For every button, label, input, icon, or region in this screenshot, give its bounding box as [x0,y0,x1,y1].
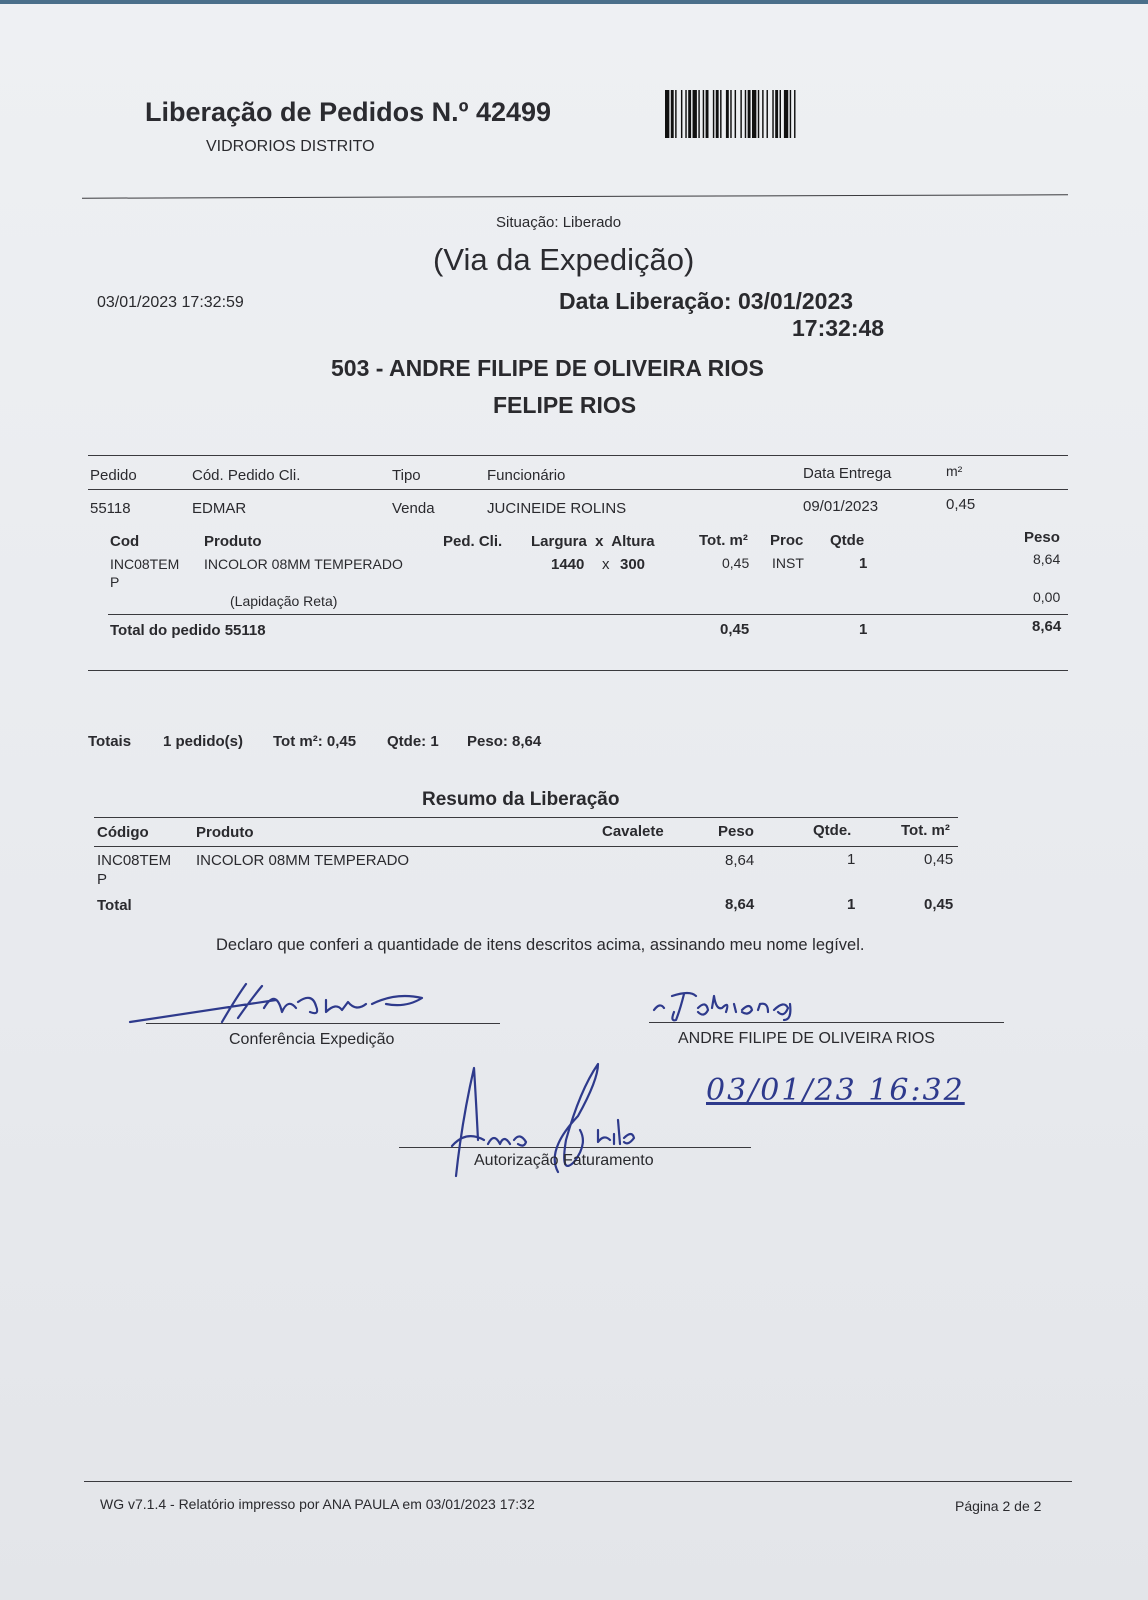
item-col-ped-cli: Ped. Cli. [443,533,503,550]
summary-total-qtde: 1 [847,896,856,913]
summary-col-produto: Produto [196,824,254,841]
item-proc: INST [772,555,804,571]
order-header-line [88,489,1068,490]
summary-tot-m2: 0,45 [924,851,954,868]
item-extra-desc: (Lapidação Reta) [230,593,338,609]
barcode-bar [726,90,729,138]
cliente-signature [650,988,830,1024]
barcode-bar [767,90,768,138]
order-top-line [88,455,1068,456]
item-col-largura-altura: Largura x Altura [531,533,655,550]
item-col-proc: Proc [770,532,804,549]
summary-header-line [94,846,958,847]
summary-peso: 8,64 [725,852,755,869]
item-tot-m2: 0,45 [722,555,750,571]
barcode-bar [703,90,704,138]
order-funcionario: JUCINEIDE ROLINS [487,500,627,517]
summary-col-tot-m2: Tot. m² [901,822,950,839]
item-cod-cont: P [110,574,120,590]
barcode-bar [758,90,759,138]
conferencia-signature [126,978,436,1028]
item-qtde: 1 [859,555,868,572]
page-top-edge [0,0,1148,4]
barcode [665,90,840,140]
barcode-bar [745,90,746,138]
order-data-entrega: 09/01/2023 [803,498,879,515]
summary-total-peso: 8,64 [725,896,755,913]
barcode-bar [735,90,736,138]
barcode-bar [698,90,699,138]
summary-produto: INCOLOR 08MM TEMPERADO [196,852,410,869]
footer-page: Página 2 de 2 [955,1498,1042,1514]
data-liberacao-date: Data Liberação: 03/01/2023 [559,288,854,314]
barcode-bar [681,90,682,138]
item-largura: 1440 [551,556,585,573]
conferencia-label: Conferência Expedição [229,1031,395,1048]
printed-datetime: 03/01/2023 17:32:59 [97,294,244,311]
barcode-bar [685,90,686,138]
company-name: VIDRORIOS DISTRITO [206,138,375,155]
summary-codigo-cont: P [97,871,108,888]
barcode-bar [688,90,691,138]
order-m2: 0,45 [946,496,976,513]
item-col-produto: Produto [204,533,262,550]
item-col-cod: Cod [110,533,140,550]
item-extra-peso: 0,00 [1033,589,1061,605]
summary-top-line [94,817,958,818]
cliente-name-label: ANDRE FILIPE DE OLIVEIRA RIOS [678,1030,935,1047]
barcode-bar [780,90,781,138]
situacao-label: Situação: Liberado [496,214,622,231]
totals-pedidos: 1 pedido(s) [163,733,244,750]
via-label: (Via da Expedição) [433,242,695,277]
summary-title: Resumo da Liberação [422,789,620,810]
barcode-bar [671,90,674,138]
item-cod: INC08TEM [110,556,180,572]
footer-line [84,1481,1072,1482]
totals-qtde: Qtde: 1 [387,733,439,750]
col-m2: m² [946,463,963,479]
barcode-bar [730,90,731,138]
col-cod-pedido-cli: Cód. Pedido Cli. [192,467,301,484]
barcode-bar [775,90,778,138]
order-total-label: Total do pedido 55118 [110,622,266,639]
totals-tot-m2: Tot m²: 0,45 [273,733,357,750]
summary-codigo: INC08TEM [97,852,172,869]
order-pedido: 55118 [90,500,131,517]
data-liberacao-time: 17:32:48 [792,315,885,341]
item-col-peso: Peso [1024,529,1060,546]
summary-total-label: Total [97,897,132,914]
totals-peso: Peso: 8,64 [467,733,542,750]
item-x: x [602,556,610,573]
autorizacao-label: Autorização Faturamento [474,1152,654,1169]
order-total-line [108,614,1068,615]
barcode-bar [752,90,756,138]
barcode-bar [716,90,719,138]
item-col-tot-m2: Tot. m² [699,532,748,549]
document-title: Liberação de Pedidos N.º 42499 [145,97,552,127]
summary-col-cavalete: Cavalete [602,823,664,840]
item-col-qtde: Qtde [830,532,865,549]
barcode-bar [713,90,714,138]
order-tipo: Venda [392,500,435,517]
summary-col-peso: Peso [718,823,754,840]
barcode-bar [693,90,697,138]
header-divider [82,194,1068,198]
barcode-bar [772,90,773,138]
barcode-bar [784,90,788,138]
barcode-bar [748,90,751,138]
barcode-bar [794,90,795,138]
barcode-bar [665,90,669,138]
order-bottom-line [88,670,1068,671]
totals-label: Totais [88,733,132,750]
barcode-bar [720,90,721,138]
client-nickname: FELIPE RIOS [493,392,637,418]
declaration-text: Declaro que conferi a quantidade de itens descritos acima, assinando meu nome legível. [216,936,865,954]
item-produto: INCOLOR 08MM TEMPERADO [204,556,403,572]
order-cod-pedido-cli: EDMAR [192,500,247,517]
order-total-peso: 8,64 [1032,618,1062,635]
order-total-qtde: 1 [859,621,868,638]
order-total-m2: 0,45 [720,621,750,638]
summary-total-tot-m2: 0,45 [924,896,954,913]
barcode-bar [675,90,676,138]
barcode-bar [762,90,763,138]
barcode-bar [740,90,741,138]
summary-col-codigo: Código [97,824,149,841]
summary-col-qtde: Qtde. [813,822,852,839]
col-tipo: Tipo [392,467,421,484]
col-pedido: Pedido [90,467,137,484]
client-name: 503 - ANDRE FILIPE DE OLIVEIRA RIOS [331,355,764,381]
footer-printed-by: WG v7.1.4 - Relatório impresso por ANA PAULA em 03/01/2023 17:32 [100,1496,535,1512]
col-data-entrega: Data Entrega [803,465,892,482]
item-peso: 8,64 [1033,551,1061,567]
barcode-bar [706,90,709,138]
barcode-bar [790,90,791,138]
item-altura: 300 [620,556,646,573]
handwritten-date: 03/01/23 16:32 [706,1073,965,1108]
col-funcionario: Funcionário [487,467,566,484]
summary-qtde: 1 [847,851,856,868]
